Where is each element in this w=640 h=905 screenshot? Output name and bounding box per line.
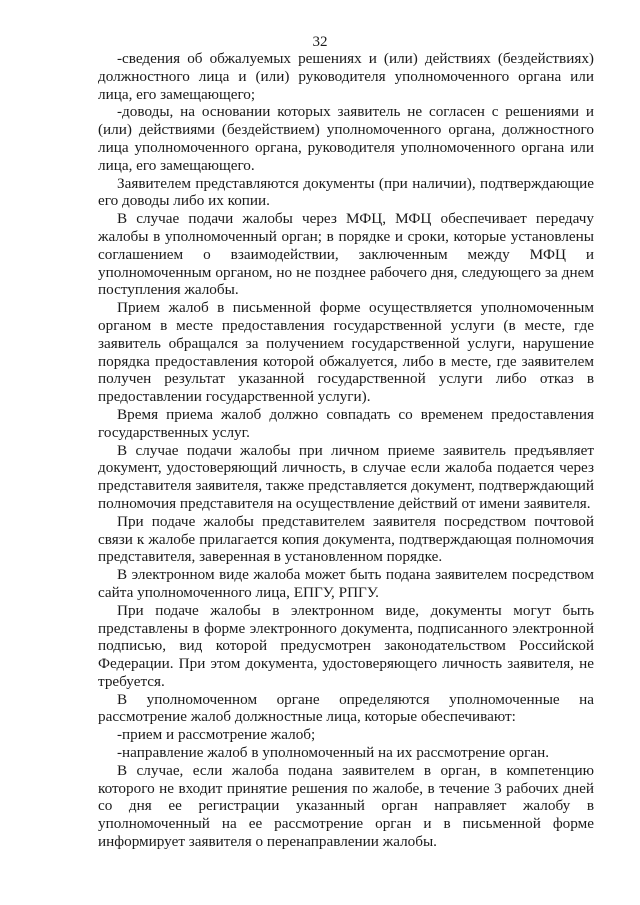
page-number: 32 — [312, 34, 328, 50]
paragraph: При подаче жалобы представителем заявителя посредством почтовой связи к жалобе прилагается копия документа, подтверждающая полномочия представителя, заверенная в установленном порядке. — [98, 512, 594, 566]
paragraph: Время приема жалоб должно совпадать со временем предоставления государственных услуг. — [98, 405, 594, 441]
list-item: -направление жалоб в уполномоченный на их рассмотрение орган. — [117, 744, 550, 762]
paragraph: При подаче жалобы в электронном виде, документы могут быть представлены в форме электронного документа, подписанного электронной подписью, вид которой предусмотрен законодательством Российской Федерации. При этом документа, удостоверяющего личность заявителя, не требуется. — [98, 601, 594, 690]
document-body — [98, 50, 594, 851]
paragraph: В уполномоченном органе определяются уполномоченные на рассмотрение жалоб должностные лица, которые обеспечивают: — [98, 690, 594, 726]
paragraph: Прием жалоб в письменной форме осуществляется уполномоченным органом в месте предоставления государственной услуги (в месте, где заявитель обращался за получением государственной услуги, нарушение порядка предоставления которой обжалуется, либо в месте, где заявителем получен результат указанной государственной услуги либо отказ в предоставлении государственной услуги). — [98, 299, 594, 406]
paragraph: В случае подачи жалобы при личном приеме заявитель предъявляет документ, удостоверяющий личность, в случае если жалоба подается через представителя заявителя, также представляется документ, подтверждающий полномочия представителя на осуществление действий от имени заявителя. — [98, 441, 594, 512]
paragraph: -доводы, на основании которых заявитель не согласен с решениями и (или) действиями (бездействием) уполномоченного органа, должностного лица уполномоченного органа, руководителя уполномоченного органа или лица, его замещающего. — [98, 103, 594, 174]
paragraph: В случае, если жалоба подана заявителем в орган, в компетенцию которого не входит принятие решения по жалобе, в течение 3 рабочих дней со дня ее регистрации указанный орган направляет жалобу в уполномоченный на ее рассмотрение орган и в письменной форме информирует заявителя о перенаправлении жалобы. — [98, 761, 594, 851]
paragraph: В случае подачи жалобы через МФЦ, МФЦ обеспечивает передачу жалобы в уполномоченный орган; в порядке и сроки, которые установлены соглашением о взаимодействии, заключенным между МФЦ и уполномоченным органом, но не позднее рабочего дня, следующего за днем поступления жалобы. — [98, 210, 594, 299]
list-item: -прием и рассмотрение жалоб; — [117, 726, 316, 744]
paragraph: Заявителем представляются документы (при наличии), подтверждающие его доводы либо их копии. — [98, 174, 594, 210]
paragraph: В электронном виде жалоба может быть подана заявителем посредством сайта уполномоченного лица, ЕПГУ, РПГУ. — [98, 566, 594, 601]
paragraph: -сведения об обжалуемых решениях и (или) действиях (бездействиях) должностного лица и (или) руководителя уполномоченного органа или лица, его замещающего; — [98, 50, 594, 103]
